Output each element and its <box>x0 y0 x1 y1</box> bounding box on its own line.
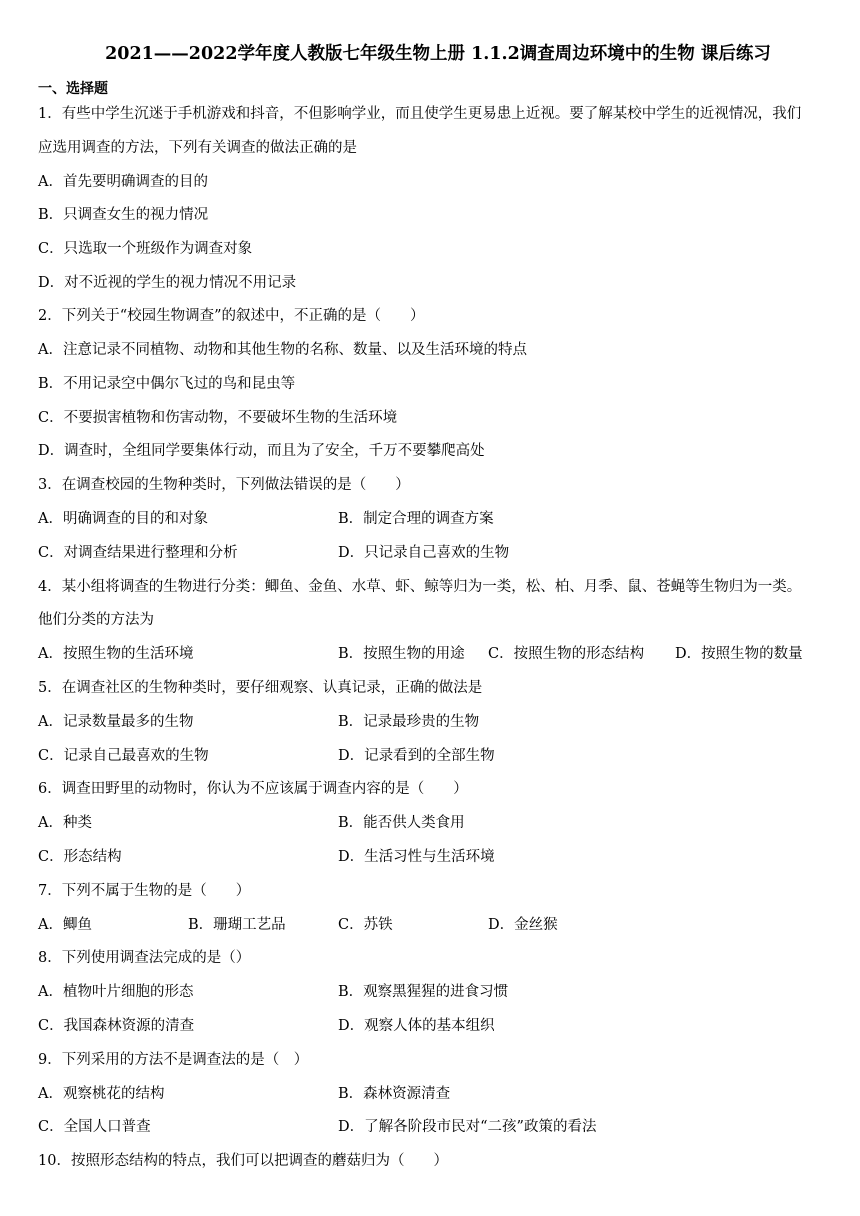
option-c: C．记录自己最喜欢的生物 <box>38 748 209 764</box>
option-c: C．我国森林资源的清查 <box>38 1018 195 1034</box>
option-b: B．观察黑猩猩的进食习惯 <box>338 984 509 1000</box>
option-c: C．对调查结果进行整理和分析 <box>38 545 238 561</box>
option-b: B．制定合理的调查方案 <box>338 511 494 527</box>
option-b: B．记录最珍贵的生物 <box>338 714 480 730</box>
option-b: B．只调查女生的视力情况 <box>38 207 209 223</box>
question-stem: 他们分类的方法为 <box>38 612 154 628</box>
option-c: C．形态结构 <box>38 849 122 865</box>
question-stem: 7．下列不属于生物的是（ ） <box>38 883 251 899</box>
option-a: A．首先要明确调查的目的 <box>38 174 208 190</box>
option-a: A．植物叶片细胞的形态 <box>38 984 194 1000</box>
option-a: A．按照生物的生活环境 <box>38 646 194 662</box>
option-b: B．森林资源清查 <box>338 1086 451 1102</box>
question-stem: 8．下列使用调查法完成的是（） <box>38 950 251 966</box>
option-d: D．观察人体的基本组织 <box>338 1018 495 1034</box>
option-c: C．全国人口普查 <box>38 1119 151 1135</box>
option-d: D．调查时，全组同学要集体行动，而且为了安全，千万不要攀爬高处 <box>38 443 485 459</box>
question-stem: 应选用调查的方法，下列有关调查的做法正确的是 <box>38 140 357 156</box>
option-a: A．观察桃花的结构 <box>38 1086 165 1102</box>
option-c: C．苏铁 <box>338 917 393 933</box>
option-c: C．按照生物的形态结构 <box>488 646 645 662</box>
section-heading: 一、选择题 <box>38 81 108 97</box>
option-d: D．金丝猴 <box>488 917 558 933</box>
option-a: A．注意记录不同植物、动物和其他生物的名称、数量、以及生活环境的特点 <box>38 342 527 358</box>
option-d: D．了解各阶段市民对“二孩”政策的看法 <box>338 1119 597 1135</box>
option-d: D．生活习性与生活环境 <box>338 849 495 865</box>
question-stem: 6．调查田野里的动物时，你认为不应该属于调查内容的是（ ） <box>38 781 468 797</box>
question-stem: 1．有些中学生沉迷于手机游戏和抖音，不但影响学业，而且使学生更易患上近视。要了解某校中学生的近视情况，我们 <box>38 106 802 122</box>
option-b: B．珊瑚工艺品 <box>188 917 286 933</box>
option-c: C．只选取一个班级作为调查对象 <box>38 241 253 257</box>
option-d: D．只记录自己喜欢的生物 <box>338 545 510 561</box>
question-stem: 9．下列采用的方法不是调查法的是（ ） <box>38 1052 309 1068</box>
question-stem: 2．下列关于“校园生物调查”的叙述中，不正确的是（ ） <box>38 308 425 324</box>
question-stem: 10．按照形态结构的特点，我们可以把调查的蘑菇归为（ ） <box>38 1153 448 1169</box>
question-stem: 3．在调查校园的生物种类时，下列做法错误的是（ ） <box>38 477 410 493</box>
option-d: D．记录看到的全部生物 <box>338 748 495 764</box>
option-a: A．明确调查的目的和对象 <box>38 511 208 527</box>
option-b: B．能否供人类食用 <box>338 815 465 831</box>
document-title: 2021——2022学年度人教版七年级生物上册 1.1.2调查周边环境中的生物 课后练习 <box>105 44 771 64</box>
option-b: B．不用记录空中偶尔飞过的鸟和昆虫等 <box>38 376 296 392</box>
question-stem: 5．在调查社区的生物种类时，要仔细观察、认真记录，正确的做法是 <box>38 680 483 696</box>
option-a: A．记录数量最多的生物 <box>38 714 194 730</box>
option-b: B．按照生物的用途 <box>338 646 465 662</box>
option-a: A．种类 <box>38 815 92 831</box>
question-stem: 4．某小组将调查的生物进行分类：鲫鱼、金鱼、水草、虾、鲸等归为一类，松、柏、月季、鼠、苍蝇等生物归为一类。 <box>38 579 802 595</box>
option-a: A．鲫鱼 <box>38 917 92 933</box>
option-d: D．对不近视的学生的视力情况不用记录 <box>38 275 297 291</box>
option-d: D．按照生物的数量 <box>675 646 803 662</box>
option-c: C．不要损害植物和伤害动物，不要破坏生物的生活环境 <box>38 410 398 426</box>
